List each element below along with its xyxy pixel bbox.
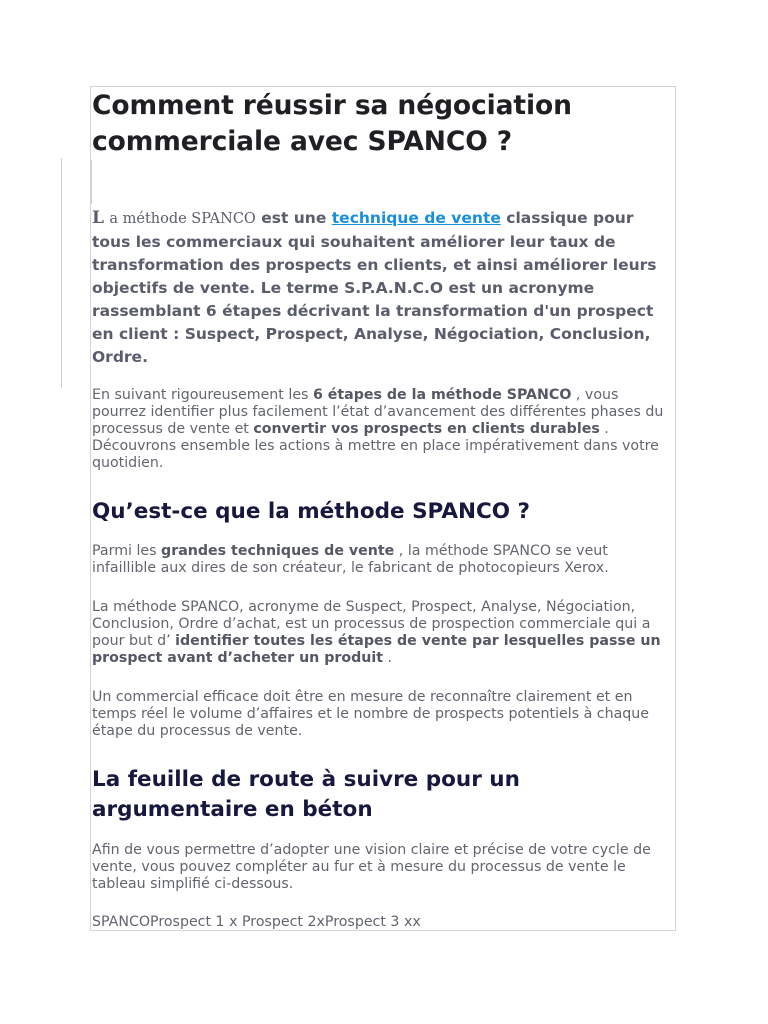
p1-bold-2: convertir vos prospects en clients durables <box>253 421 600 437</box>
paragraph-techniques <box>92 543 676 577</box>
p2-bold-1: grandes techniques de vente <box>161 543 395 559</box>
p2-text-1: Parmi les <box>92 543 157 559</box>
article-title: Comment réussir sa négociation commerciale avec SPANCO ? <box>92 90 572 157</box>
p3-text-1: La méthode SPANCO, acronyme de Suspect, Prospect, Analyse, Négociation, Conclusion, Ordre d’achat, est un processus de prospection commerciale qui a pour but d’ <box>92 599 651 649</box>
article-intro <box>92 207 672 369</box>
title-side-rule <box>91 160 92 204</box>
intro-serif-lead: a méthode SPANCO <box>109 211 256 227</box>
p1-text-3: . Découvrons ensemble les actions à mettre en place impérativement dans votre quotidien. <box>92 421 659 471</box>
section-heading-roadmap: La feuille de route à suivre pour un argumentaire en béton <box>92 767 520 822</box>
left-margin-rule <box>61 158 62 388</box>
p1-text-1: En suivant rigoureusement les <box>92 387 309 403</box>
article-content <box>92 88 678 930</box>
p3-text-2: . <box>387 650 393 666</box>
p1-bold-1: 6 étapes de la méthode SPANCO <box>312 387 572 403</box>
intro-pre-link: est une <box>261 209 327 227</box>
p2-text-2: , la méthode SPANCO se veut infaillible aux dires de son créateur, le fabricant de photocopieurs Xerox. <box>92 543 609 576</box>
paragraph-acronym <box>92 599 676 667</box>
section-heading-what-is-spanco: Qu’est-ce que la méthode SPANCO ? <box>92 499 530 524</box>
intro-dropcap: L <box>92 208 104 228</box>
technique-de-vente-link[interactable]: technique de vente <box>331 209 501 227</box>
intro-rest: classique pour tous les commerciaux qui souhaitent améliorer leur taux de transformation des prospects en clients, et ainsi améliorer leurs objectifs de vente. Le terme S.P.A.N.C.O est un acronyme rassemblant 6 étapes décrivant la transformation d'un prospect en client : Suspect, Prospect, Analyse, Négociation, Conclusion, Ordre. <box>92 209 657 366</box>
p3-bold-1: identifier toutes les étapes de vente par lesquelles passe un prospect avant d’acheter un produit <box>92 633 661 666</box>
paragraph-commercial: Un commercial efficace doit être en mesure de reconnaître clairement et en temps réel le volume d’affaires et le nombre de prospects potentiels à chaque étape du processus de vente. <box>92 689 650 739</box>
paragraph-spanco-steps <box>92 387 676 472</box>
p1-text-2: , vous pourrez identifier plus facilement l’état d’avancement des différentes phases du processus de vente et <box>92 387 664 437</box>
paragraph-cycle: Afin de vous permettre d’adopter une vision claire et précise de votre cycle de vente, vous pouvez compléter au fur et à mesure du processus de vente le tableau simplifié ci-dessous. <box>92 842 651 892</box>
table-preview-line: SPANCOProspect 1 x Prospect 2xProspect 3 xx <box>92 914 421 930</box>
